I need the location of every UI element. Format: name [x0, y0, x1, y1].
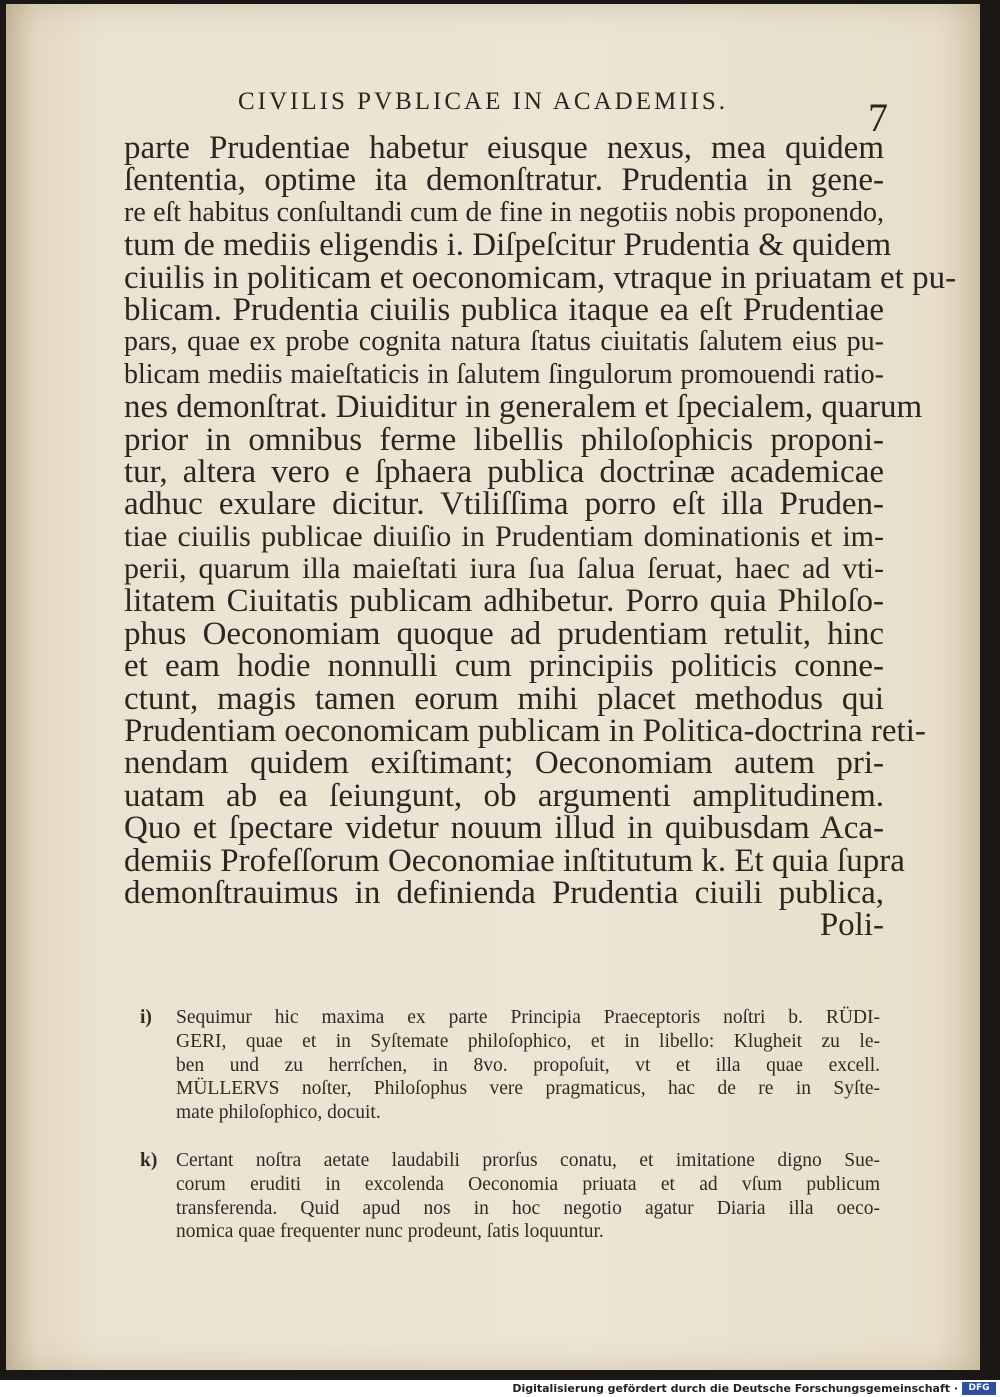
body-line: demiis Profeſſorum Oeconomiae inſtitutum k. Et quia ſupra [124, 842, 905, 879]
body-line: adhuc exulare dicitur. Vtiliſſima porro eſt illa Pruden- [124, 486, 884, 523]
body-line: prior in omnibus ferme libellis philoſophicis proponi- [124, 421, 884, 458]
body-line: perii, quarum illa maieſtati iura ſua ſalua ſeruat, haec ad vti- [124, 552, 884, 586]
body-line: phus Oeconomiam quoque ad prudentiam retulit, hinc [124, 615, 884, 652]
body-line: pars, quae ex probe cognita natura ſtatus ciuitatis ſalutem eius pu- [124, 326, 884, 358]
body-line: blicam mediis maieſtaticis in ſalutem ſingulorum promouendi ratio- [124, 358, 884, 390]
dfg-logo-icon: DFG [962, 1382, 996, 1395]
digitization-credit-text: Digitalisierung gefördert durch die Deutsche Forschungsgemeinschaft · [512, 1382, 958, 1395]
body-line: ctunt, magis tamen eorum mihi placet methodus qui [124, 680, 884, 717]
footnote-line: Sequimur hic maxima ex parte Principia Praeceptoris noſtri b. RÜDI- [176, 1007, 880, 1028]
body-line: ſententia, optime ita demonſtratur. Prudentia in gene- [124, 162, 884, 199]
footnote-line: corum eruditi in excolenda Oeconomia priuata et ad vſum publicum [176, 1173, 880, 1195]
main-body-text [124, 130, 957, 944]
running-head: CIVILIS PVBLICAE IN ACADEMIIS. [238, 88, 728, 115]
footnote-line: transferenda. Quid apud nos in hoc negotio agatur Diaria illa oeco- [176, 1197, 880, 1219]
body-line: parte Prudentiae habetur eiusque nexus, mea quidem [124, 130, 884, 166]
digitization-credit-bar [0, 1380, 1000, 1397]
body-line: tiae ciuilis publicae diuiſio in Prudentiam dominationis et im- [124, 519, 884, 553]
footnote-k [140, 1149, 880, 1244]
body-line: re eſt habitus conſultandi cum de fine in negotiis nobis proponendo, [124, 196, 884, 228]
book-page [6, 4, 980, 1370]
footnote-line: ben und zu herrſchen, in 8vo. propoſuit, vt et illa quae excell. [176, 1054, 880, 1076]
footnote-line: mate philoſophico, docuit. [176, 1102, 381, 1124]
body-line: demonſtrauimus in definienda Prudentia ciuili publica, [124, 874, 884, 911]
body-line: Prudentiam oeconomicam publicam in Politica-doctrina reti- [124, 713, 926, 750]
catchword: Poli- [819, 907, 884, 944]
page-number: 7 [868, 95, 888, 140]
body-line: et eam hodie nonnulli cum principiis politicis conne- [124, 648, 884, 685]
body-line: blicam. Prudentia ciuilis publica itaque ea eſt Prudentiae [124, 291, 884, 328]
body-line: tur, altera vero e ſphaera publica doctrinæ academicae [124, 453, 884, 490]
footnotes [140, 1006, 880, 1268]
footnote-line: MÜLLERVS noſter, Philoſophus vere pragmaticus, hac de re in Syſte- [176, 1078, 880, 1100]
body-line: litatem Ciuitatis publicam adhibetur. Porro quia Philoſo- [124, 583, 884, 620]
body-line: uatam ab ea ſeiungunt, ob argumenti amplitudinem. [124, 777, 884, 814]
body-line: nes demonſtrat. Diuiditur in generalem et ſpecialem, quarum [124, 389, 923, 426]
body-line: nendam quidem exiſtimant; Oeconomiam autem pri- [124, 745, 884, 782]
footnote-i [140, 1006, 880, 1125]
footnote-line: GERI, quae et in Syſtemate philoſophico, et in libello: Klugheit zu le- [176, 1030, 880, 1052]
body-line: tum de mediis eligendis i. Diſpeſcitur Prudentia & quidem [124, 227, 892, 264]
footnote-marker: i) [140, 1007, 152, 1028]
body-line: Quo et ſpectare videtur nouum illud in quibusdam Aca- [124, 810, 884, 847]
footnote-line: Certant noſtra aetate laudabili prorſus conatu, et imitatione digno Sue- [176, 1149, 880, 1171]
footnote-line: nomica quae frequenter nunc prodeunt, ſatis loquuntur. [176, 1221, 604, 1243]
footnote-marker: k) [140, 1149, 158, 1171]
body-line: ciuilis in politicam et oeconomicam, vtraque in priuatam et pu- [124, 259, 957, 296]
